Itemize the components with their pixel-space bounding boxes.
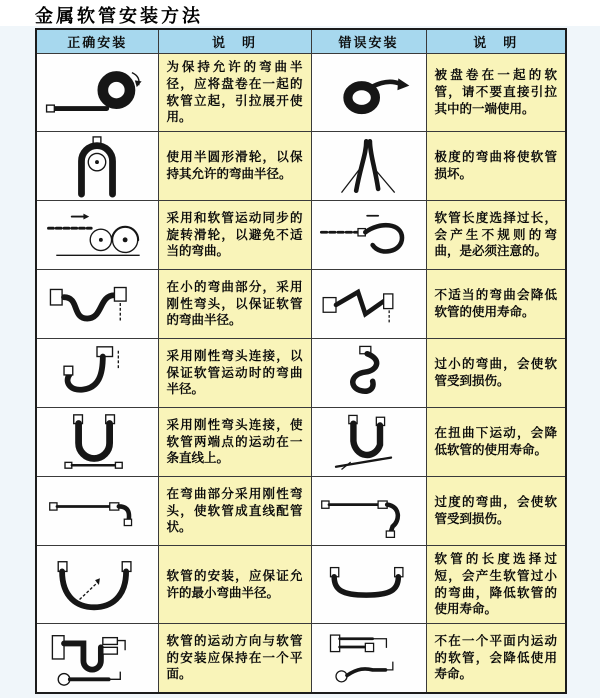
hose-extreme-sharp-bend-icon bbox=[314, 134, 424, 198]
coiled-hose-standing-unrolled-icon bbox=[38, 61, 156, 125]
coiled-hose-end-pulled-icon bbox=[314, 61, 424, 125]
correct-description: 采用刚性弯头连接，使软管两端点的运动在一条直线上。 bbox=[158, 408, 311, 477]
hose-minimum-bend-radius-sag-icon bbox=[38, 553, 156, 617]
wrong-description: 在扭曲下运动，会降低软管的使用寿命。 bbox=[426, 408, 566, 477]
hose-synchronized-rotating-pulleys-icon bbox=[38, 203, 156, 267]
wrong-illustration-cell bbox=[311, 624, 426, 694]
wrong-illustration-cell bbox=[311, 408, 426, 477]
installation-table bbox=[35, 28, 567, 694]
correct-illustration-cell bbox=[36, 477, 158, 546]
header-description-left: 说 明 bbox=[158, 29, 311, 54]
wrong-description: 不适当的弯曲会降低软管的使用寿命。 bbox=[426, 270, 566, 339]
page-title: 金属软管安装方法 bbox=[35, 6, 203, 27]
wrong-description: 过小的弯曲，会使软管受到损伤。 bbox=[426, 339, 566, 408]
hose-u-loop-twisted-motion-icon bbox=[314, 410, 424, 474]
correct-illustration-cell bbox=[36, 624, 158, 694]
hose-motion-out-of-plane-icon bbox=[314, 626, 424, 690]
header-row bbox=[36, 29, 566, 54]
wrong-illustration-cell bbox=[311, 546, 426, 624]
table-row bbox=[36, 408, 566, 477]
header-wrong-install: 错误安装 bbox=[311, 29, 426, 54]
correct-illustration-cell bbox=[36, 132, 158, 201]
wrong-illustration-cell bbox=[311, 477, 426, 546]
correct-description: 软管的运动方向与软管的安装应保持在一个平面。 bbox=[158, 624, 311, 694]
table-row bbox=[36, 624, 566, 694]
wrong-description: 被盘卷在一起的软管，请不要直接引拉其中的一端使用。 bbox=[426, 54, 566, 132]
hose-small-bend-rigid-elbow-icon bbox=[38, 272, 156, 336]
hose-straight-run-overbent-end-icon bbox=[314, 481, 424, 541]
hose-too-long-irregular-loop-icon bbox=[314, 203, 424, 267]
table-row bbox=[36, 54, 566, 132]
hose-rigid-elbow-connection-hook-icon bbox=[38, 341, 156, 405]
correct-description: 使用半圆形滑轮，以保持其允许的弯曲半径。 bbox=[158, 132, 311, 201]
header-description-right: 说 明 bbox=[426, 29, 566, 54]
correct-illustration-cell bbox=[36, 408, 158, 477]
wrong-description: 过度的弯曲，会使软管受到损伤。 bbox=[426, 477, 566, 546]
hose-improper-kinked-bend-icon bbox=[314, 272, 424, 336]
hose-motion-in-single-plane-trap-icon bbox=[38, 626, 156, 690]
hose-too-short-taut-span-icon bbox=[314, 553, 424, 617]
correct-description: 采用刚性弯头连接，以保证软管运动时的弯曲半径。 bbox=[158, 339, 311, 408]
wrong-illustration-cell bbox=[311, 201, 426, 270]
table-row bbox=[36, 339, 566, 408]
wrong-illustration-cell bbox=[311, 132, 426, 201]
header-correct-install: 正确安装 bbox=[36, 29, 158, 54]
correct-description: 在小的弯曲部分，采用刚性弯头，以保证软管的弯曲半径。 bbox=[158, 270, 311, 339]
correct-description: 软管的安装，应保证允许的最小弯曲半径。 bbox=[158, 546, 311, 624]
wrong-illustration-cell bbox=[311, 54, 426, 132]
table-row bbox=[36, 132, 566, 201]
table-row bbox=[36, 546, 566, 624]
correct-description: 为保持允许的弯曲半径，应将盘卷在一起的软管立起，引拉展开使用。 bbox=[158, 54, 311, 132]
correct-description: 采用和软管运动同步的旋转滑轮，以避免不适当的弯曲。 bbox=[158, 201, 311, 270]
correct-description: 在弯曲部分采用刚性弯头，使软管成直线配管状。 bbox=[158, 477, 311, 546]
correct-illustration-cell bbox=[36, 54, 158, 132]
wrong-description: 不在一个平面内运动的软管，会降低使用寿命。 bbox=[426, 624, 566, 694]
wrong-description: 软管的长度选择过短，会产生软管过小的弯曲，降低软管的使用寿命。 bbox=[426, 546, 566, 624]
table-row bbox=[36, 477, 566, 546]
hose-straight-run-rigid-elbow-icon bbox=[38, 481, 156, 541]
correct-illustration-cell bbox=[36, 546, 158, 624]
table-row bbox=[36, 270, 566, 339]
hose-u-loop-ends-in-line-icon bbox=[38, 410, 156, 474]
hose-too-small-s-bend-icon bbox=[314, 341, 424, 405]
hose-over-semicircular-pulley-icon bbox=[38, 134, 156, 198]
correct-illustration-cell bbox=[36, 339, 158, 408]
wrong-description: 极度的弯曲将使软管损坏。 bbox=[426, 132, 566, 201]
correct-illustration-cell bbox=[36, 201, 158, 270]
table-row bbox=[36, 201, 566, 270]
wrong-description: 软管长度选择过长，会产生不规则的弯曲，是必须注意的。 bbox=[426, 201, 566, 270]
correct-illustration-cell bbox=[36, 270, 158, 339]
wrong-illustration-cell bbox=[311, 270, 426, 339]
wrong-illustration-cell bbox=[311, 339, 426, 408]
